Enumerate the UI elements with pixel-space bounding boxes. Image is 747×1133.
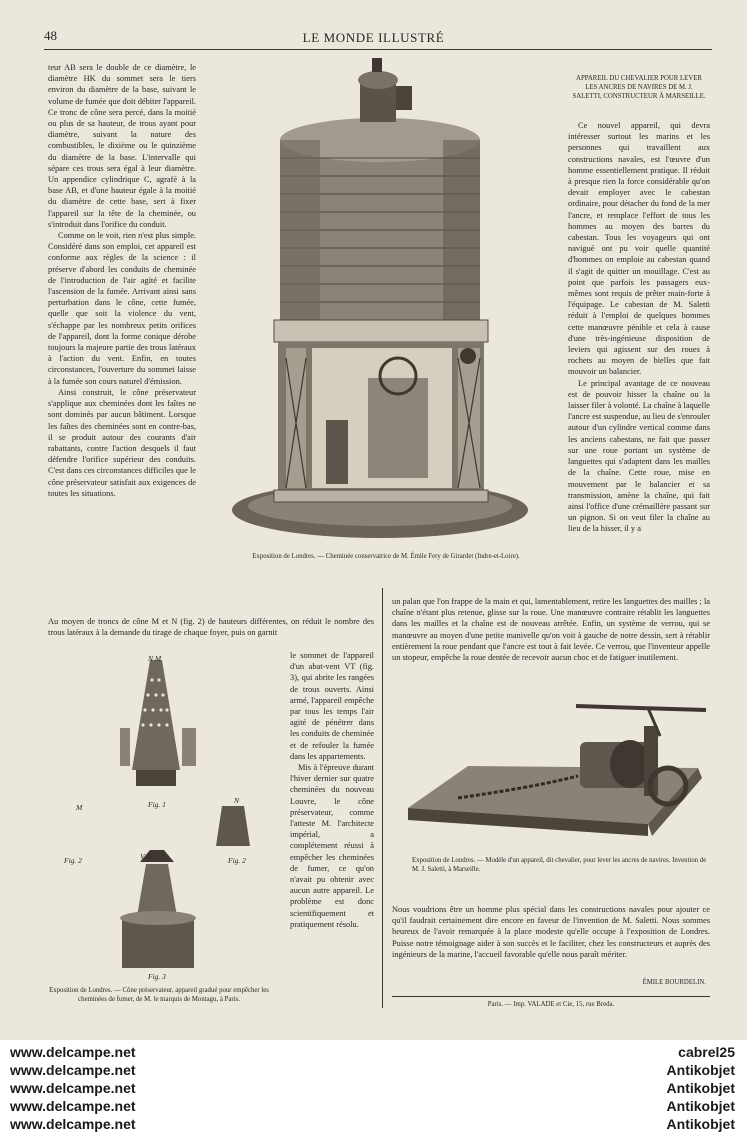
- left-paragraph-1: teur AB sera le double de ce diamètre, le diamètre HK du sommet sera le tiers environ du diamètre de la base, suivant le volume de fumée que doit débiter l'appareil. Ce tronc de cône sera percé, dans la moitié ou plus de sa hauteur, de trous ayant pour diamètre, suivant la nature des combustibles, le dixième ou le quinzième du diamètre de la base. L'intervalle qui sépare ces trous sera égal à leur diamètre. Un appendice cylindrique C, agrafé à la base AB, et d'une hauteur égale à la moitié du diamètre de cette base, sert à fixer l'appareil sur la tête de la cheminée, ou s'introduit dans l'orifice du conduit.: [48, 63, 196, 229]
- footer-rule: [392, 996, 710, 997]
- watermark-line: Antikobjet: [666, 1098, 735, 1114]
- tower-caption: Exposition de Londres. — Cheminée conservatrice de M. Émile Fery de Girardet (Indre-et-Loire).: [252, 553, 520, 560]
- watermark-line: Antikobjet: [666, 1116, 735, 1132]
- fig3-label: Fig. 3: [148, 972, 166, 981]
- header-rule: [44, 49, 712, 50]
- vt-labels: V C: [140, 852, 152, 861]
- cone-intro-paragraph: Au moyen de troncs de cône M et N (fig. 2) de hauteurs différentes, on réduit le nombre des trous latéraux à la demande du tirage de chaque foyer, puis on garnit: [48, 617, 374, 638]
- fig1-top-labels: N M: [148, 654, 162, 663]
- watermark-line: Antikobjet: [666, 1062, 735, 1078]
- watermark-line: cabrel25: [678, 1044, 735, 1060]
- middle-column: [290, 650, 374, 1026]
- closing-paragraph: Nous voudrions être un homme plus spécial dans les constructions navales pour ajouter ce qu'il faudrait certainement dire encore en faveur de l'invention de M. Saletti. Nous sommes heureux de l'avoir remarquée à la place modeste qu'elle occupe à l'exposition de Londres. Puisse notre témoignage aider à son succès et le faciliter, chez les constructeurs et auprès des ingénieurs de la marine, l'accueil favorable qu'elle nous paraît mériter.: [392, 905, 710, 959]
- right-heading: APPAREIL DU CHEVALIER POUR LEVER LES ANCRES DE NAVIRES DE M. J. SALETTI, CONSTRUCTEUR À MARSEILLE.: [572, 75, 706, 100]
- page-number: 48: [44, 28, 57, 43]
- middle-paragraph-1: le sommet de l'appareil d'un abat-vent VT (fig. 3), qui abrite les rangées de trous ouverts. Ainsi armé, l'appareil empêche par tous les temps l'air agité de pénétrer dans les conduits de cheminée et de refouler la fumée dans les appartements.: [290, 651, 374, 761]
- machine-caption: Exposition de Londres. — Modèle d'un appareil, dit chevalier, pour lever les ancres de navires. Invention de M. J. Saletti, à Marseille.: [412, 857, 707, 873]
- anchor-machine-illustration: [398, 696, 710, 848]
- right-paragraph-1: Ce nouvel appareil, qui devra intéresser surtout les marins et les personnes qui travaillent aux constructions navales, est l'œuvre d'un homme essentiellement pratique. Il réduit à presque rien la force considérable qu'on devait employer avec le cabestan ordinaire, pour détacher du fond de la mer l'ancre, et remplace l'effort de tous les hommes au moyen des barres du cabestan. Tous les voyageurs qui ont navigué ont pu voir quelle quantité d'hommes on emploie au cabestan quand il s'agit de quitter un mouillage. C'est au point que parfois les passagers eux-mêmes sont requis de prêter main-forte à l'équipage. Le cabestan de M. Saletti réduit à l'emploi de quelques hommes cette manœuvre pénible et cela à cause d'une très-ingénieuse disposition de leviers qui agissent sur des roues à rochets au moyen de bielles que fait mouvoir un balancier.: [568, 121, 710, 377]
- fig2-right-label: Fig. 2: [228, 856, 246, 865]
- n-label: N: [234, 796, 240, 805]
- fig1-cone: [120, 660, 196, 786]
- watermark-line: www.delcampe.net: [10, 1062, 136, 1078]
- fig1-label: Fig. 1: [148, 800, 166, 809]
- middle-paragraph-2: Mis à l'épreuve durant l'hiver dernier sur quatre cheminées du nouveau Louvre, le cône préservateur, comme l'atteste M. l'architecte impérial, a complétement réussi à empêcher les cheminées de fumer, ce qu'on n'avait pu obtenir avec aucun autre appareil. Le problème est donc scientifiquement et pratiquement résolu.: [290, 763, 374, 929]
- left-paragraph-3: Ainsi construit, le cône préservateur s'applique aux cheminées dont les faîtes ne sont dominés par aucun bâtiment. Lorsque les faîtes des cheminées sont en contre-bas, il se produit autour des courants d'air rabattants, contre l'action desquels il faut défendre l'orifice supérieur des conduits. C'est dans ces circonstances difficiles que le cône préservateur satisfait aux exigences de toutes les situations.: [48, 387, 196, 498]
- left-paragraph-2: Comme on le voit, rien n'est plus simple. Considéré dans son emploi, cet appareil est conforme aux règles de la science : il préserve d'abord les conduits de cheminée de l'introduction de l'air agité et facilite l'ascension de la fumée. Arrivant ainsi sans perturbation dans le cône, cette fumée, quelle que soit la violence du vent, s'échappe par les nombreux petits orifices de l'appareil, dont la forme conique dérobe toujours la majeure partie des trous latéraux à l'action du vent. Enfin, en toutes circonstances, l'ouverture du sommet laisse à la fumée son cours naturel d'émission.: [48, 231, 196, 386]
- fig3-cone: [120, 850, 196, 968]
- right-paragraph-2: Le principal avantage de ce nouveau est de pouvoir hisser la chaîne ou la laisser filer à volonté. La chaîne à laquelle l'ancre est suspendue, au lieu de s'enrouler autour d'un cylindre vertical comme dans les anciens cabestans, ne fait que passer sur une roue portant un système de languettes qui s'adaptent dans les mailles de la chaîne. Cette roue, mise en mouvement par le balancier et sa transmission, amène la chaîne, qui fait ainsi l'office d'une crémaillère passant sur un pignon. Si on veut filer la chaîne au lieu de la hisser, il y a: [568, 378, 710, 534]
- imprint: Paris. — Imp. VALADE et Cie, 15, rue Breda.: [487, 1001, 615, 1008]
- watermark-line: www.delcampe.net: [10, 1116, 136, 1132]
- cone-figures: [100, 650, 260, 980]
- left-column: [48, 62, 196, 612]
- watermark-left: [10, 1043, 136, 1133]
- chevalier-paragraph: un palan que l'on frappe de la main et qui, lamentablement, retire les languettes des mailles ; la chaîne n'étant plus retenue, glisse sur la roue. Une manœuvre contraire rétablit les languettes dans les mailles et la chaîne est de nouveau arrêtée. Enfin, un système de verrou, qui se manœuvre au moyen d'une petite manivelle qu'on voit à gauche de notre dessin, sert à rétablir entièrement la roue pendant que l'ancre est tout à fait levée. Ce verrou, que l'inventeur appelle un stopeur, empêche la roue dentée de recevoir aucun choc et de fatiguer inutilement.: [392, 597, 710, 663]
- cone-caption: Exposition de Londres. — Cône préservateur, appareil gradué pour empêcher les cheminées de fumer, de M. le marquis de Montagu, à Paris.: [49, 987, 269, 1003]
- fig2-left-label: Fig. 2: [64, 856, 82, 865]
- journal-title: LE MONDE ILLUSTRÉ: [302, 30, 445, 45]
- watermark-right: [667, 1043, 735, 1133]
- m-label: M: [76, 803, 83, 812]
- chimney-tower-illustration: [228, 58, 533, 543]
- watermark-line: www.delcampe.net: [10, 1098, 136, 1114]
- watermark-line: www.delcampe.net: [10, 1044, 136, 1060]
- right-column: [568, 120, 710, 598]
- watermark-line: www.delcampe.net: [10, 1080, 136, 1096]
- watermark-line: Antikobjet: [666, 1080, 735, 1096]
- author-signature: ÉMILE BOURDELIN.: [642, 979, 706, 986]
- column-divider: [382, 588, 383, 1008]
